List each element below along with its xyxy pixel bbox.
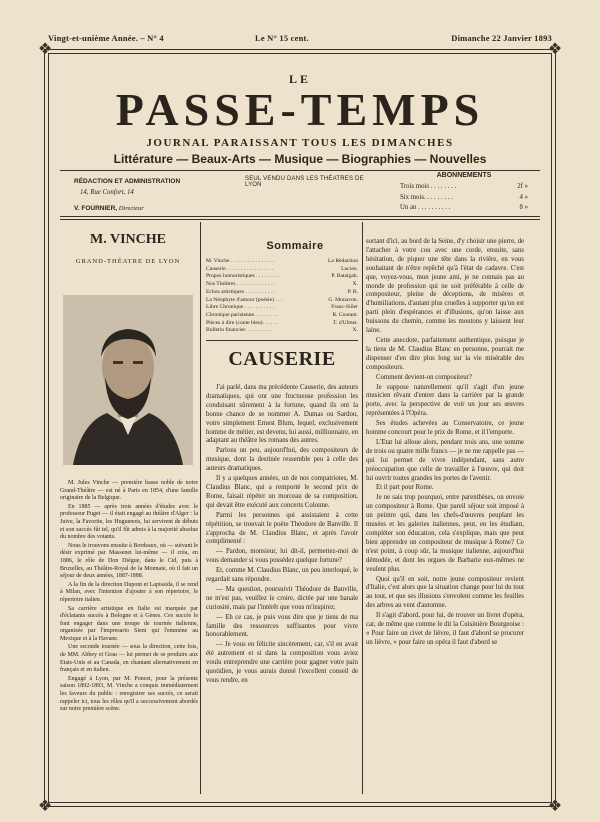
bio-paragraph: Engagé à Lyon, par M. Poncet, pour la présente saison 1892-1893, M. Vinche a conquis immédiatement les faveurs du public : enregistrer ses succès, ce serait rappeler ici, tous les rôles qu'il a successivement abordés sur notre première scène. <box>60 675 198 713</box>
subscription-row: Un an . . . . . . . . . . 8 » <box>400 204 528 211</box>
divider <box>60 219 540 220</box>
causerie-paragraph: — Eh ce cas, je puis vous dire que je tiens de ma famille des ressources suffisantes pour vivre honorablement. <box>206 613 358 639</box>
column-divider <box>362 222 363 794</box>
column-divider <box>200 222 201 794</box>
causerie-paragraph: sortant d'ici, au bord de la Seine, d'y choisir une pierre, de l'attacher à votre cou avec une corde, ensuite, sans hésitation, de piquer une tête dans la rivière, en vous souhaitant de n'être repêché qu'à l'état de cadavre. C'est que, voyez-vous, mon jeune ami, je ne connais pas au monde de profession qui ne soit préférable à celle de compositeur, pleine de déceptions, de misères et d'humiliations, d'autant plus cruelles à supporter qu'on est parti plein d'espérances et d'illusions, qu'on laisse aux buissons du chemin, comme les moutons y laissent leur laine. <box>366 238 524 335</box>
issue-price: Le N° 15 cent. <box>255 33 309 43</box>
causerie-column-middle <box>206 384 358 687</box>
causerie-paragraph: Il s'agit d'abord, pour lui, de trouver un livret d'opéra, car, de même que comme le dit la Cuisinière Bourgeoise : « Pour faire un civet de lièvre, il faut d'abord se procurer un lièvre, » pour faire un opéra il faut d'abord se <box>366 612 524 646</box>
issue-number: Vingt-et-unième Année. – N° 4 <box>48 33 164 43</box>
subscription-row: Six mois. . . . . . . . . 4 » <box>400 193 528 201</box>
subscription-row: Trois mois . . . . . . . . 2f » <box>400 183 528 190</box>
toc-item: Chronique parisienne. . . . . . . . . R. Coutant. <box>206 311 358 318</box>
causerie-paragraph: Parmi les personnes qui assistaient à cette répétition, se trouvait le poète Théodore de Banville. Il s'approcha de M. Claudius Blanc, et après l'avoir complimenté : <box>206 511 358 546</box>
director-title: Directeur <box>118 205 144 212</box>
portrait-illustration-icon <box>63 295 193 465</box>
causerie-paragraph: Je ne sais trop pourquoi, entre parenthèses, on envoie un compositeur à Rome. Que pareil séjour soit imposé à un peintre qui, dans les chefs-d'œuvres peuplant les musées et les galeries italiennes, peut, en les étudiant, compléter son éducation, cela s'explique, mais que peut bien apprendre un compositeur de musique à Rome? Ce n'est point, à coup sûr, la musique italienne, aujourd'hui démodée, et dont les orgues de Barbarie eux-mêmes ne veulent plus. <box>366 494 524 573</box>
causerie-paragraph: J'ai parlé, dans ma précédente Causerie, des auteurs dramatiques, qui ont une fructueuse profession les conduisant sûrement à la fortune, quand ils ont la bonne chance de se nommer A. Dumas ou Sardou, votre simplement Ernest Blum, lequel, exclusivement homme de métier, est devenu, lui aussi, millionnaire, en adaptant au théâtre les romans des autres. <box>206 384 358 445</box>
table-of-contents <box>206 258 358 335</box>
portrait-name: M. VINCHE <box>90 232 166 247</box>
divider <box>60 216 540 217</box>
admin-label: RÉDACTION ET ADMINISTRATION <box>74 178 181 185</box>
causerie-heading: CAUSERIE <box>228 348 336 370</box>
director-name: V. FOURNIER, <box>74 205 118 212</box>
causerie-paragraph: Je suppose naturellement qu'il s'agit d'un jeune musicien rêvant d'entrer dans la carrière par la grande porte, avec la perspective de voir un jour ses œuvres représentées à l'Opéra. <box>366 383 524 418</box>
toc-item: La Néophyte d'amour (poésie) . . . G. Monavon. <box>206 296 358 303</box>
subscriptions-block <box>400 172 528 214</box>
toc-item: Bulletin financier. . . . . . . . . . X. <box>206 327 358 334</box>
issue-date: Dimanche 22 Janvier 1893 <box>451 33 552 43</box>
corner-ornament-icon: ❖ <box>547 41 563 58</box>
portrait-theatre: GRAND-THÉATRE DE LYON <box>75 258 181 265</box>
bio-paragraph: A la fin de la direction Dupont et Lapissida, il se rend à Milan, avec l'intention d'ajouter à son répertoire, le répertoire italien. <box>60 581 198 603</box>
bio-paragraph: Sa carrière artistique en Italie est marquée par d'éclatants succès à Bologne et à Gènes. Ces succès le font engager dans une troupe de tournée italienne, organisée par l'impresario Sieni qui l'emmène au Mexique et à la Havane. <box>60 605 198 642</box>
portrait-photo <box>63 295 193 465</box>
top-bar <box>48 33 552 47</box>
bio-paragraph: Une seconde tournée — sous la direction, cette fois, de MM. Abbey et Grau — lui permet de se produire aux Etats-Unis et au Canada, en chantant alternativement en français et en italien. <box>60 644 198 674</box>
divider <box>206 340 358 341</box>
causerie-paragraph: L'Etat lui alloue alors, pendant trois ans, une somme de trois ou quatre mille francs — je ne me rappelle pas — qui lui permet de vivre indépendant, sans autre préoccupation que celle de travailler à l'œuvre, qui doit lui ouvrir toutes grandes les portes de l'avenir. <box>366 438 524 482</box>
causerie-paragraph: Et il part pour Rome. <box>376 484 434 492</box>
toc-item: M. Vinche . . . . . . . . . . . . . . . . La Rédaction <box>206 258 358 264</box>
causerie-paragraph: Il y a quelques années, un de nos compatriotes, M. Claudius Blanc, qui a remporté le second prix de Rome, faisait répéter un morceau de sa composition, qui devait être exécuté aux concerts Colonne. <box>206 475 358 509</box>
causerie-paragraph: Quoi qu'il en soit, notre jeune compositeur revient d'Italie, c'est alors que la situation change pour lui du tout au tout, et que ses illusions s'envolent comme les feuilles des arbres au vent d'automne. <box>366 575 524 610</box>
masthead-article: LE <box>288 72 311 86</box>
causerie-paragraph: — Je vous en félicite sincèrement, car, s'il en avait été autrement et si dans la composition vous aviez voulu entreprendre une carrière pour gagner votre pain quotidien, je vous aurais donné l'excellent conseil de vous rendre, en <box>206 641 358 684</box>
causerie-paragraph: Et, comme M. Claudius Blanc, un peu interloqué, le regardait sans répondre. <box>206 567 358 584</box>
causerie-paragraph: Parlons un peu, aujourd'hui, des compositeurs de musique, dont la destinée ressemble peu à celle des auteurs dramatiques. <box>206 447 358 473</box>
causerie-paragraph: Cette anecdote, parfaitement authentique, puisque je la tiens de M. Claudius Blanc en personne, pourrait me dispenser d'en dire plus long sur la vie misérable des compositeurs. <box>366 336 524 371</box>
sommaire-heading: Sommaire <box>266 240 324 252</box>
admin-address: 14, Rue Confort, 14 <box>80 189 134 196</box>
subscriptions-heading: ABONNEMENTS <box>436 172 492 179</box>
corner-ornament-icon: ❖ <box>37 798 53 815</box>
biography <box>60 480 198 715</box>
toc-item: Nos Théâtres . . . . . . . . . . . . . . X. <box>206 281 358 288</box>
causerie-paragraph: — Pardon, monsieur, lui dit-il, permettez-moi de vous demander si vous possédez quelque fortune? <box>206 548 358 565</box>
causerie-paragraph: — Ma question, poursuivit Théodore de Banville, ne m'est pas, veuillez le croire, dictée par une banale curiosité, mais par l'intérêt que vous m'inspirez. <box>206 585 358 611</box>
toc-item: Echos artistiques . . . . . . . . . . . P. B. <box>206 288 358 295</box>
director <box>74 203 224 214</box>
portrait-header <box>60 224 196 265</box>
masthead-subtitle: JOURNAL PARAISSANT TOUS LES DIMANCHES <box>146 137 454 149</box>
divider <box>60 170 540 171</box>
bio-paragraph: M. Jules Vinche — première basse noble de notre Grand-Théâtre — est né à Paris en 1854, d'une famille originaire de la Belgique. <box>60 480 198 502</box>
causerie-paragraph: Comment devient-on compositeur? <box>376 373 472 381</box>
administration-block <box>74 176 224 214</box>
masthead-title: PASSE-TEMPS <box>115 84 485 135</box>
toc-item: Causerie . . . . . . . . . . . . . . . . . Lucien. <box>206 265 358 272</box>
sale-notice: SEUL VENDU DANS LES THÉATRES DE LYON <box>245 176 364 188</box>
toc-item: Pièces à dire (conte bleu). . . . . . T. d'Ulmer. <box>206 319 358 326</box>
bio-paragraph: Nous le trouvons ensuite à Bordeaux, où — suivant le désir exprimé par Massenet lui-même — il créa, en 1886, le rôle de Don Diègue, dans le Cid, puis à Bruxelles, au Théâtre-Royal de la Monnaie, où il fait un séjour de deux années, 1887-1888. <box>60 542 198 580</box>
corner-ornament-icon: ❖ <box>547 798 563 815</box>
toc-item: Propos humoristiques . . . . . . . . . P. Bataigab. <box>206 273 358 280</box>
bio-paragraph: En 1885 — après trois années d'études avec le professeur Puget — il était engagé au théâtre d'Alger : la Juive, la Favorite, les Huguenots, lui servirent de débuts et son succès fût tel, qu'il fût admis à la majorité absolue du nombre des votants. <box>60 503 198 541</box>
causerie-paragraph: Ses études achevées au Conservatoire, ce jeune homme concourt pour le prix de Rome, et il l'emporte. <box>366 420 524 437</box>
corner-ornament-icon: ❖ <box>37 41 53 58</box>
masthead-rubrics: Littérature — Beaux-Arts — Musique — Biographies — Nouvelles <box>113 152 487 166</box>
toc-item: Libre Chronique . . . . . . . . . . . Franc-Siller <box>206 304 358 311</box>
causerie-column-right <box>366 238 524 649</box>
